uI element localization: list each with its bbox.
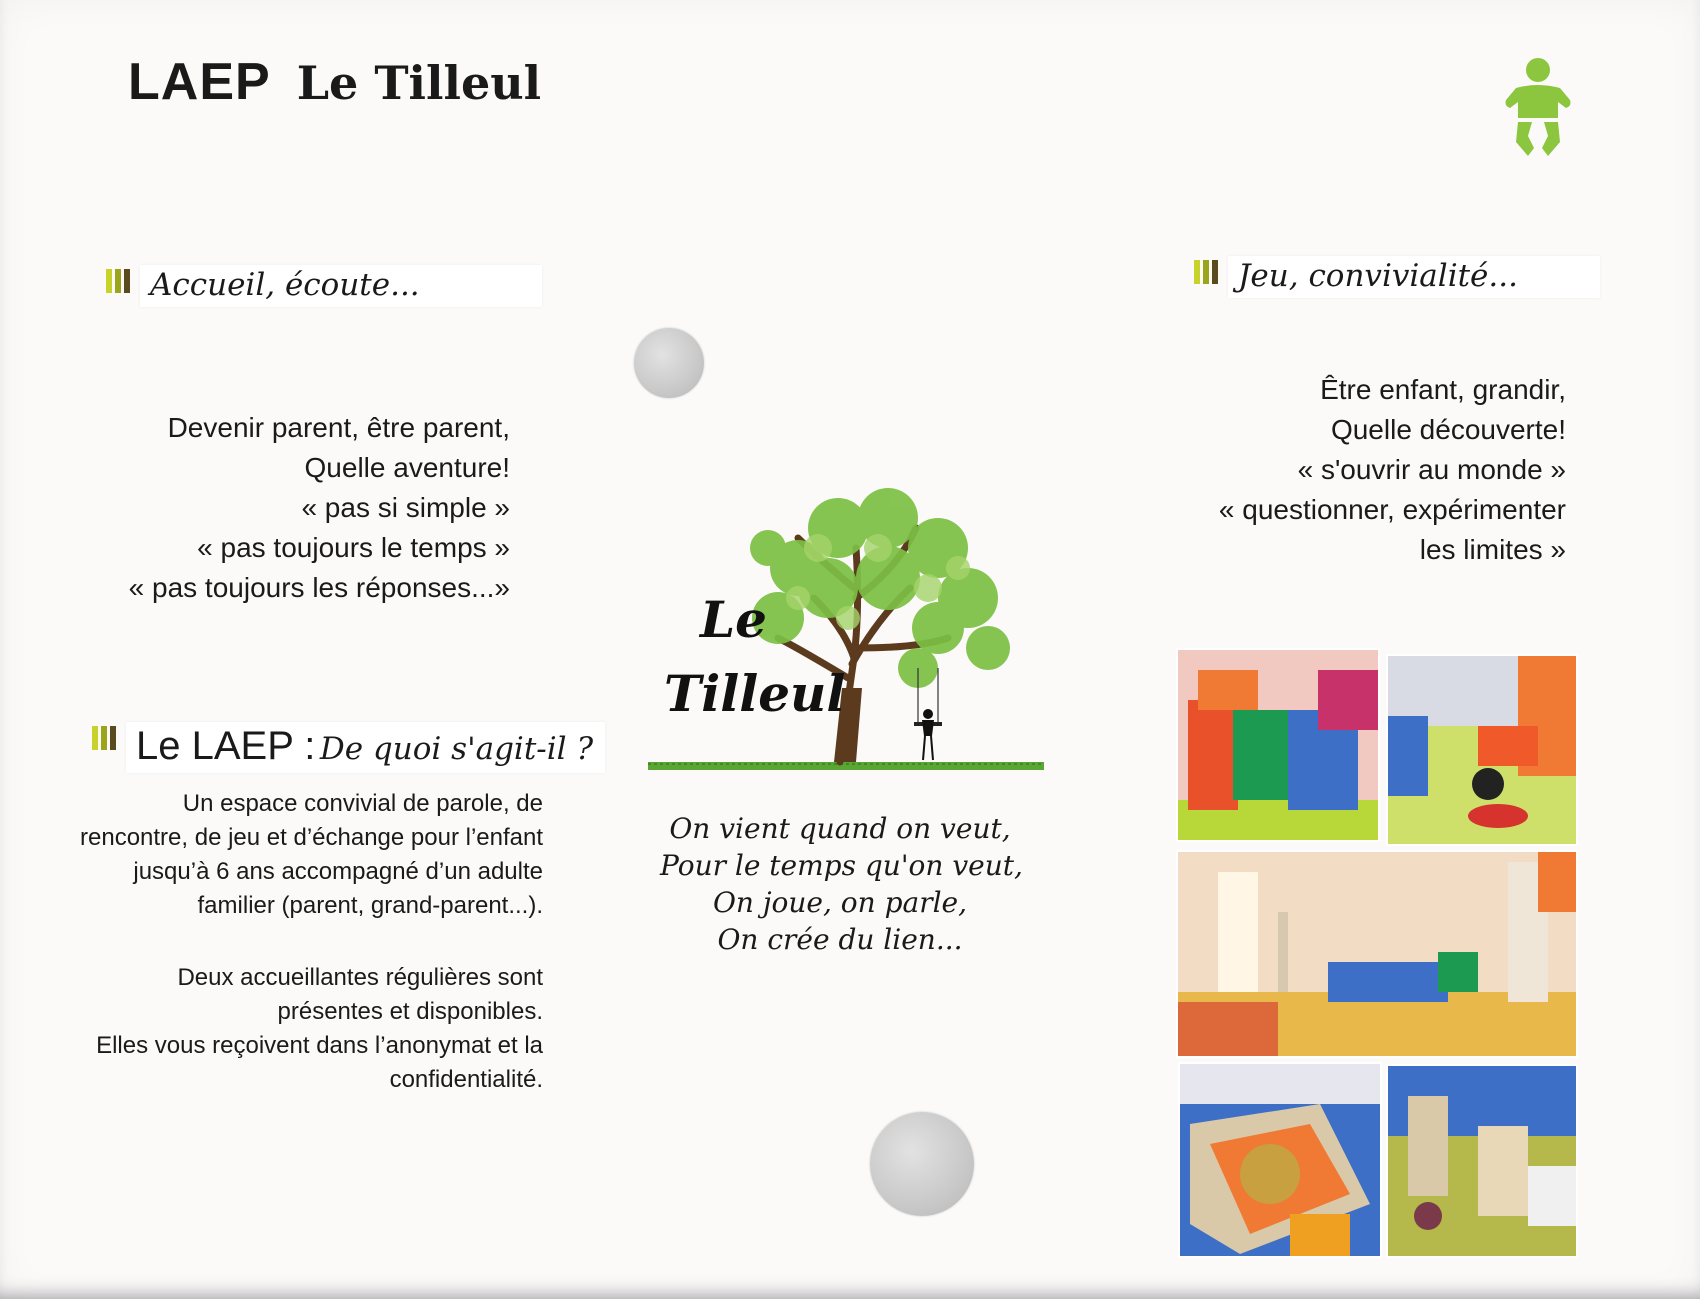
- logo-text-tilleul: Tilleul: [664, 664, 846, 723]
- desc-line: Deux accueillantes régulières sont: [177, 964, 543, 991]
- right-line: « s'ouvrir au monde »: [1297, 454, 1566, 485]
- punch-hole-top: [634, 328, 704, 398]
- heading-accueil: [106, 265, 542, 307]
- photo-play-kitchen: [1386, 1064, 1578, 1258]
- heading-bars-icon: [1194, 260, 1218, 284]
- title-name: Le Tilleul: [296, 56, 542, 110]
- description-text: [80, 787, 543, 923]
- desc-line: présentes et disponibles.: [277, 998, 543, 1025]
- desc-line: Un espace convivial de parole, de: [182, 790, 543, 817]
- intro-line: « pas toujours les réponses...»: [128, 572, 510, 603]
- heading-laep-strong: Le LAEP :: [136, 724, 316, 768]
- caption-line: On crée du lien...: [717, 923, 963, 956]
- desc-line: jusqu’à 6 ans accompagné d’un adulte: [133, 858, 543, 885]
- heading-accueil-text: Accueil, écoute...: [150, 267, 420, 303]
- title-laep: LAEP: [128, 53, 271, 111]
- heading-bars-icon: [92, 726, 116, 750]
- baby-icon: [1504, 56, 1572, 160]
- intro-line: « pas toujours le temps »: [197, 532, 510, 563]
- desc-line: confidentialité.: [389, 1066, 543, 1093]
- intro-line: « pas si simple »: [301, 492, 510, 523]
- caption-line: Pour le temps qu'on veut,: [660, 849, 1023, 882]
- right-line: « questionner, expérimenter: [1218, 494, 1566, 525]
- right-line: Être enfant, grandir,: [1320, 374, 1566, 405]
- heading-laep-script: De quoi s'agit-il ?: [319, 731, 594, 767]
- heading-bars-icon: [106, 269, 130, 293]
- photo-ball-pit: [1178, 1062, 1382, 1258]
- heading-jeu: [1194, 256, 1600, 298]
- punch-hole-bottom: [870, 1112, 974, 1216]
- desc-line: rencontre, de jeu et d’échange pour l’enfant: [80, 824, 543, 851]
- photo-play-mat: [1386, 654, 1578, 846]
- intro-line: Quelle aventure!: [304, 452, 510, 483]
- right-line: les limites »: [1419, 534, 1566, 565]
- logo-text-le: Le: [700, 590, 767, 649]
- photo-room: [1176, 850, 1578, 1058]
- heading-laep: [92, 722, 605, 773]
- description-text-2: [96, 961, 543, 1097]
- desc-line: familier (parent, grand-parent...).: [197, 892, 543, 919]
- heading-jeu-text: Jeu, convivialité...: [1238, 258, 1518, 294]
- right-line: Quelle découverte!: [1330, 414, 1566, 445]
- page-title: [128, 52, 541, 112]
- photo-play-blocks: [1176, 648, 1380, 842]
- caption-line: On vient quand on veut,: [669, 812, 1011, 845]
- intro-text: [129, 408, 510, 608]
- center-caption: [660, 810, 1023, 958]
- caption-line: On joue, on parle,: [712, 886, 968, 919]
- right-text: [1219, 370, 1566, 570]
- desc-line: Elles vous reçoivent dans l’anonymat et la: [96, 1032, 543, 1059]
- intro-line: Devenir parent, être parent,: [167, 412, 510, 443]
